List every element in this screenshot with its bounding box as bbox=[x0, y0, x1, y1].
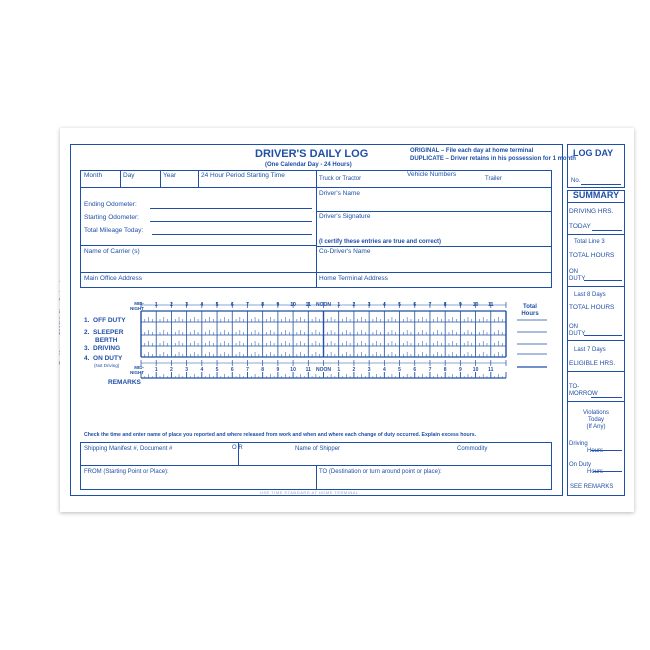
sum-see-remarks: SEE REMARKS bbox=[570, 484, 614, 490]
log-no-line[interactable] bbox=[581, 184, 621, 185]
or-label: O R bbox=[232, 445, 243, 451]
sum-total-line3: Total Line 3 bbox=[574, 239, 605, 245]
ending-odometer-line[interactable] bbox=[150, 208, 312, 209]
truck-label: Truck or Tractor bbox=[319, 176, 362, 182]
bottom-hour-label: 11 bbox=[305, 367, 311, 373]
bottom-hour-label: 9 bbox=[276, 367, 280, 373]
sum-driving-hours: Driving Hours bbox=[569, 441, 604, 454]
top-hour-label: 4 bbox=[200, 302, 204, 308]
bottom-hour-label: 8 bbox=[261, 367, 265, 373]
top-hour-label: 9 bbox=[458, 302, 462, 308]
certify-note: (I certify these entries are true and correct) bbox=[319, 239, 442, 245]
top-hour-label: 8 bbox=[443, 302, 447, 308]
period-label: 24 Hour Period Starting Time bbox=[201, 172, 285, 179]
original-note: ORIGINAL – File each day at home terminal bbox=[410, 148, 534, 154]
sum-eligible: ELIGIBLE HRS. bbox=[569, 360, 616, 367]
row-on-duty-sub: (Not Driving) bbox=[94, 363, 120, 368]
drivers-name-label: Driver's Name bbox=[319, 190, 360, 197]
top-hour-label: 5 bbox=[398, 302, 401, 308]
sum-on-duty-1: ON DUTY bbox=[569, 269, 586, 282]
row-sleeper-berth: 2. SLEEPER BERTH bbox=[84, 329, 124, 344]
log-day-title: LOG DAY bbox=[573, 148, 614, 158]
bottom-hour-label: 5 bbox=[398, 367, 401, 373]
midnight-label-bottom: MID- NIGHT bbox=[130, 365, 144, 375]
top-hour-label: 7 bbox=[246, 302, 249, 308]
sum-on-duty-hours: On Duty Hours bbox=[569, 462, 604, 475]
bottom-hour-label: 1 bbox=[154, 367, 158, 373]
top-hour-label: 2 bbox=[352, 302, 356, 308]
top-hour-label: 1 bbox=[154, 302, 158, 308]
top-hour-label: 10 bbox=[472, 302, 479, 308]
row-driving: 3. DRIVING bbox=[84, 345, 121, 352]
bottom-hour-label: 7 bbox=[428, 367, 432, 373]
from-label: FROM (Starting Point or Place): bbox=[84, 469, 169, 475]
bottom-hour-label: 5 bbox=[215, 367, 219, 373]
sum-today: TODAY bbox=[569, 223, 591, 230]
row-on-duty: 4. ON DUTY bbox=[84, 355, 123, 362]
vehicle-numbers-label: Vehicle Numbers bbox=[407, 171, 457, 178]
bottom-hour-label: 8 bbox=[443, 367, 447, 373]
top-hour-label: 7 bbox=[428, 302, 432, 308]
sum-on-duty-2: ON DUTY bbox=[569, 324, 586, 337]
bottom-hour-label: 1 bbox=[337, 367, 341, 373]
commodity-label: Commodity bbox=[457, 446, 488, 452]
bottom-hour-label: 11 bbox=[488, 367, 494, 373]
top-hour-label: 3 bbox=[367, 302, 371, 308]
home-terminal-label: Home Terminal Address bbox=[319, 275, 388, 282]
top-hour-label: 11 bbox=[305, 302, 311, 308]
total-mileage-label: Total Mileage Today: bbox=[84, 227, 144, 234]
sum-driving-hrs: DRIVING HRS. bbox=[569, 208, 614, 215]
to-label: TO (Destination or turn around point or place): bbox=[319, 469, 442, 475]
footer-note: USE TIME STANDARD AT HOME TERMINAL bbox=[260, 490, 359, 495]
drivers-signature-label: Driver's Signature bbox=[319, 213, 371, 220]
sum-violations: Violations Today (If Any) bbox=[583, 410, 609, 430]
bottom-hour-label: 4 bbox=[382, 367, 386, 373]
top-hour-label: 10 bbox=[290, 302, 296, 308]
trailer-label: Trailer bbox=[485, 176, 502, 182]
form-title: DRIVER'S DAILY LOG bbox=[255, 148, 369, 160]
sum-last8: Last 8 Days bbox=[574, 292, 606, 298]
bottom-hour-label: 9 bbox=[458, 367, 462, 373]
duplicate-note: DUPLICATE – Driver retains in his possession for 1 month bbox=[410, 156, 576, 162]
manifest-label: Shipping Manifest #, Document # bbox=[84, 446, 173, 452]
bottom-hour-label: 2 bbox=[352, 367, 356, 373]
carrier-label: Name of Carrier (s) bbox=[84, 248, 140, 255]
year-label: Year bbox=[163, 172, 177, 179]
top-hour-label: 11 bbox=[488, 302, 494, 308]
sum-total-hours-1: TOTAL HOURS bbox=[569, 252, 615, 259]
top-hour-label: 2 bbox=[170, 302, 173, 308]
month-label: Month bbox=[84, 172, 103, 179]
bottom-hour-label: 4 bbox=[200, 367, 204, 373]
total-mileage-line[interactable] bbox=[152, 234, 312, 235]
ending-odometer-label: Ending Odometer: bbox=[84, 201, 137, 208]
sum-last7: Last 7 Days bbox=[574, 347, 606, 353]
co-driver-label: Co-Driver's Name bbox=[319, 248, 371, 255]
remarks-label: REMARKS bbox=[108, 379, 141, 386]
total-hours-header: Total Hours bbox=[521, 304, 539, 317]
top-hour-label: 9 bbox=[276, 302, 280, 308]
starting-odometer-line[interactable] bbox=[150, 221, 312, 222]
sum-total-hours-2: TOTAL HOURS bbox=[569, 304, 615, 311]
form-subtitle: (One Calendar Day - 24 Hours) bbox=[265, 162, 352, 168]
top-hour-label: 6 bbox=[413, 302, 417, 308]
shipper-label: Name of Shipper bbox=[295, 446, 341, 452]
row-off-duty: 1. OFF DUTY bbox=[84, 317, 126, 324]
bottom-hour-label: 6 bbox=[230, 367, 234, 373]
midnight-label-top: MID- NIGHT bbox=[130, 301, 144, 311]
main-office-label: Main Office Address bbox=[84, 275, 143, 282]
bottom-hour-label: 2 bbox=[170, 367, 173, 373]
sum-tomorrow: TO- MORROW bbox=[569, 384, 598, 397]
bottom-hour-label: 6 bbox=[413, 367, 417, 373]
bottom-hour-label: 3 bbox=[185, 367, 189, 373]
bottom-hour-label: 10 bbox=[290, 367, 296, 373]
bottom-hour-label: 10 bbox=[472, 367, 479, 373]
top-noon-label: NOON bbox=[316, 302, 331, 308]
bottom-hour-label: 7 bbox=[246, 367, 249, 373]
log-no-label: No. bbox=[571, 178, 581, 184]
bottom-noon-label: NOON bbox=[316, 367, 331, 373]
top-hour-label: 4 bbox=[382, 302, 386, 308]
top-hour-label: 1 bbox=[337, 302, 341, 308]
top-hour-label: 5 bbox=[215, 302, 219, 308]
top-hour-label: 3 bbox=[185, 302, 189, 308]
log-sheet bbox=[60, 128, 634, 512]
day-label: Day bbox=[123, 172, 135, 179]
starting-odometer-label: Starting Odometer: bbox=[84, 214, 139, 221]
summary-title: SUMMARY bbox=[572, 190, 620, 200]
instructions-text: Check the time and enter name of place you reported and where released from work and when and where each change of duty occurred. Explain excess hours. bbox=[84, 432, 477, 438]
bottom-hour-label: 3 bbox=[367, 367, 371, 373]
top-hour-label: 6 bbox=[230, 302, 234, 308]
top-hour-label: 8 bbox=[261, 302, 265, 308]
